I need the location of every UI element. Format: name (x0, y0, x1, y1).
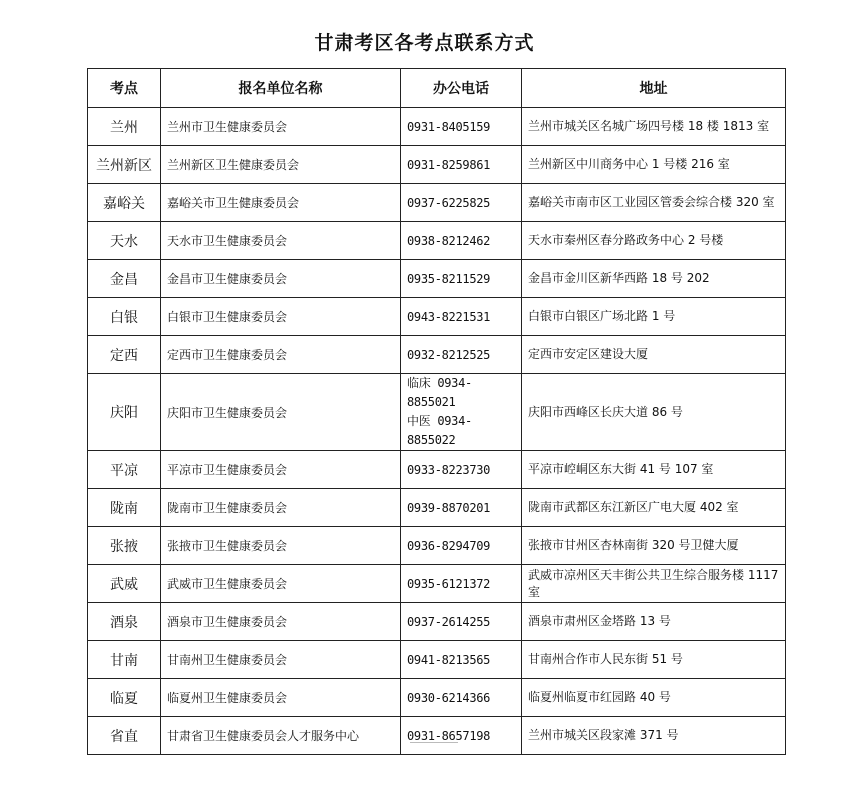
cell-phone: 0931-8657198 (401, 717, 522, 755)
cell-phone: 0935-6121372 (401, 565, 522, 603)
cell-area: 武威 (88, 565, 161, 603)
table-row (88, 146, 786, 184)
cell-address: 张掖市甘州区杏林南街 320 号卫健大厦 (522, 527, 786, 565)
table-row (88, 108, 786, 146)
cell-unit: 庆阳市卫生健康委员会 (161, 374, 401, 451)
page-title: 甘肃考区各考点联系方式 (314, 32, 535, 54)
cell-phone: 0930-6214366 (401, 679, 522, 717)
table-header-row (88, 69, 786, 108)
cell-address: 甘南州合作市人民东街 51 号 (522, 641, 786, 679)
cell-phone: 0937-6225825 (401, 184, 522, 222)
cell-area: 临夏 (88, 679, 161, 717)
cell-area: 天水 (88, 222, 161, 260)
cell-address: 庆阳市西峰区长庆大道 86 号 (522, 374, 786, 451)
cell-unit: 兰州市卫生健康委员会 (161, 108, 401, 146)
cell-phone: 0931-8405159 (401, 108, 522, 146)
table-row (88, 679, 786, 717)
table-row (88, 527, 786, 565)
cell-unit: 兰州新区卫生健康委员会 (161, 146, 401, 184)
cell-phone: 0933-8223730 (401, 451, 522, 489)
table-row (88, 298, 786, 336)
table-row (88, 565, 786, 603)
header-address: 地址 (522, 69, 786, 108)
cell-area: 酒泉 (88, 603, 161, 641)
header-area: 考点 (88, 69, 161, 108)
cell-unit: 甘南州卫生健康委员会 (161, 641, 401, 679)
cell-phone: 0941-8213565 (401, 641, 522, 679)
table-row (88, 489, 786, 527)
cell-unit: 武威市卫生健康委员会 (161, 565, 401, 603)
cell-unit: 平凉市卫生健康委员会 (161, 451, 401, 489)
cell-address: 兰州市城关区段家滩 371 号 (522, 717, 786, 755)
cell-phone: 0938-8212462 (401, 222, 522, 260)
cell-unit: 甘肃省卫生健康委员会人才服务中心 (161, 717, 401, 755)
table-row (88, 184, 786, 222)
cell-phone: 0939-8870201 (401, 489, 522, 527)
cell-unit: 陇南市卫生健康委员会 (161, 489, 401, 527)
table-row (88, 717, 786, 755)
cell-address: 兰州市城关区名城广场四号楼 18 楼 1813 室 (522, 108, 786, 146)
cell-unit: 嘉峪关市卫生健康委员会 (161, 184, 401, 222)
cell-phone: 0935-8211529 (401, 260, 522, 298)
page-break-mark (410, 742, 458, 743)
phone-line-clinical: 临床 0934-8855021 (407, 376, 472, 409)
cell-unit: 天水市卫生健康委员会 (161, 222, 401, 260)
cell-address: 嘉峪关市南市区工业园区管委会综合楼 320 室 (522, 184, 786, 222)
header-phone: 办公电话 (401, 69, 522, 108)
cell-phone: 0943-8221531 (401, 298, 522, 336)
cell-unit: 白银市卫生健康委员会 (161, 298, 401, 336)
cell-unit: 张掖市卫生健康委员会 (161, 527, 401, 565)
table-row (88, 603, 786, 641)
cell-address: 定西市安定区建设大厦 (522, 336, 786, 374)
cell-phone (401, 374, 522, 451)
table-row (88, 336, 786, 374)
cell-area: 嘉峪关 (88, 184, 161, 222)
cell-area: 白银 (88, 298, 161, 336)
cell-address: 武威市凉州区天丰街公共卫生综合服务楼 1117 室 (522, 565, 786, 603)
table-row (88, 260, 786, 298)
cell-area: 张掖 (88, 527, 161, 565)
cell-address: 白银市白银区广场北路 1 号 (522, 298, 786, 336)
table-row (88, 374, 786, 451)
cell-address: 陇南市武都区东江新区广电大厦 402 室 (522, 489, 786, 527)
table-row (88, 641, 786, 679)
cell-area: 金昌 (88, 260, 161, 298)
cell-address: 天水市秦州区春分路政务中心 2 号楼 (522, 222, 786, 260)
cell-area: 陇南 (88, 489, 161, 527)
cell-phone: 0932-8212525 (401, 336, 522, 374)
table-row (88, 222, 786, 260)
cell-area: 平凉 (88, 451, 161, 489)
cell-unit: 临夏州卫生健康委员会 (161, 679, 401, 717)
cell-phone: 0931-8259861 (401, 146, 522, 184)
cell-unit: 酒泉市卫生健康委员会 (161, 603, 401, 641)
cell-area: 定西 (88, 336, 161, 374)
header-unit: 报名单位名称 (161, 69, 401, 108)
contacts-table (87, 68, 786, 755)
cell-unit: 定西市卫生健康委员会 (161, 336, 401, 374)
cell-area: 庆阳 (88, 374, 161, 451)
cell-unit: 金昌市卫生健康委员会 (161, 260, 401, 298)
cell-phone: 0937-2614255 (401, 603, 522, 641)
phone-line-tcm: 中医 0934-8855022 (407, 414, 472, 447)
cell-address: 金昌市金川区新华西路 18 号 202 (522, 260, 786, 298)
cell-address: 平凉市崆峒区东大街 41 号 107 室 (522, 451, 786, 489)
cell-area: 甘南 (88, 641, 161, 679)
cell-address: 临夏州临夏市红园路 40 号 (522, 679, 786, 717)
cell-address: 兰州新区中川商务中心 1 号楼 216 室 (522, 146, 786, 184)
cell-address: 酒泉市肃州区金塔路 13 号 (522, 603, 786, 641)
cell-area: 省直 (88, 717, 161, 755)
table-row (88, 451, 786, 489)
cell-area: 兰州 (88, 108, 161, 146)
cell-area: 兰州新区 (88, 146, 161, 184)
cell-phone: 0936-8294709 (401, 527, 522, 565)
